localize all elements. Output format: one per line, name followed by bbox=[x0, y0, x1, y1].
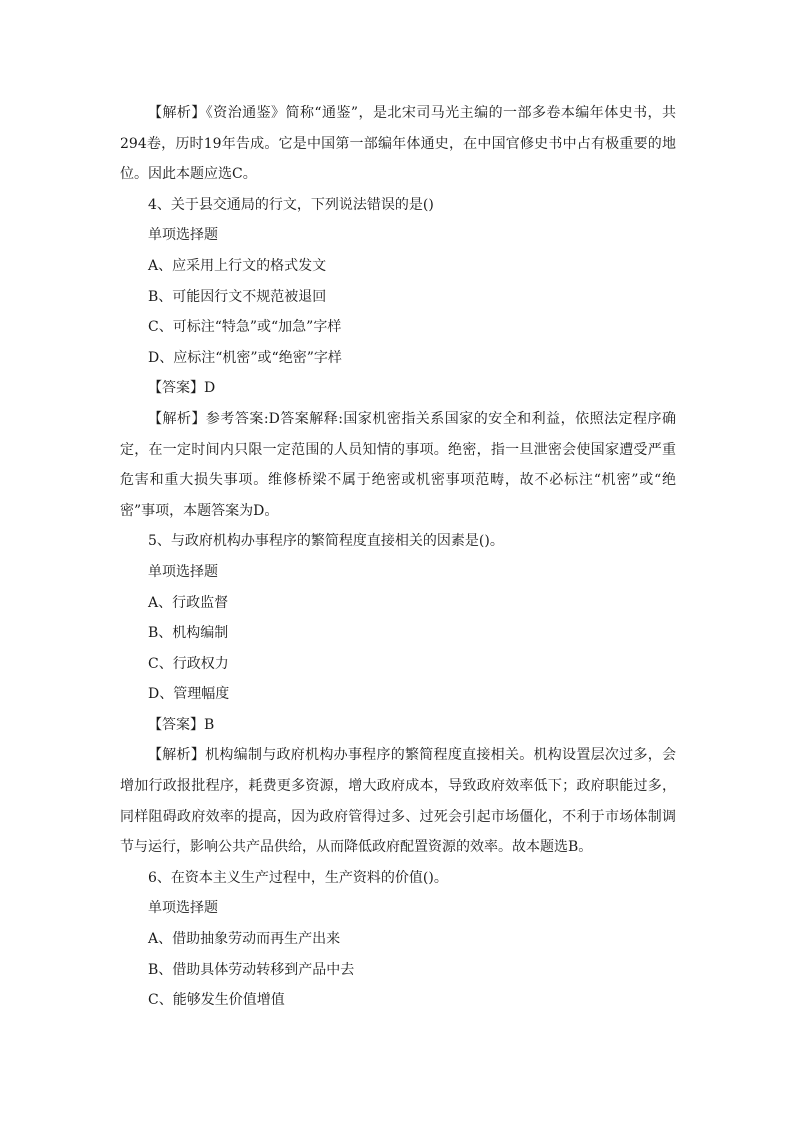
q5-stem: 5、与政府机构办事程序的繁简程度直接相关的因素是()。 bbox=[148, 533, 504, 550]
q4-option-b: B、可能因行文不规范被退回 bbox=[148, 288, 327, 305]
q4-stem: 4、关于县交通局的行文，下列说法错误的是() bbox=[148, 196, 434, 213]
q5-analysis: 【解析】机构编制与政府机构办事程序的繁简程度直接相关。机构设置层次过多，会增加行政报批程序，耗费更多资源，增大政府成本，导致政府效率低下；政府职能过多，同样阻碍政府效率的提高，因为政府管得过多、过死会引起市场僵化，不利于市场体制调节与运行，影响公共产品供给，从而降低政府配置资源的效率。故本题选B。 bbox=[120, 747, 676, 856]
q4-analysis: 【解析】参考答案:D答案解释:国家机密指关系国家的安全和利益，依照法定程序确定，在一定时间内只限一定范围的人员知情的事项。绝密，指一旦泄密会使国家遭受严重危害和重大损失事项。维修桥梁不属于绝密或机密事项范畴，故不必标注“机密”或“绝密”事项，本题答案为D。 bbox=[120, 410, 676, 519]
q5-type: 单项选择题 bbox=[148, 563, 218, 580]
q6-option-c: C、能够发生价值增值 bbox=[148, 992, 285, 1009]
q5-option-b: B、机构编制 bbox=[148, 625, 229, 642]
q6-type: 单项选择题 bbox=[148, 900, 218, 917]
q6-option-b: B、借助具体劳动转移到产品中去 bbox=[148, 961, 355, 978]
q6-option-a: A、借助抽象劳动而再生产出来 bbox=[148, 931, 341, 948]
q4-option-c: C、可标注“特急”或“加急”字样 bbox=[148, 319, 342, 336]
q4-answer: 【答案】D bbox=[148, 380, 216, 397]
q4-type: 单项选择题 bbox=[148, 227, 218, 244]
q5-option-a: A、行政监督 bbox=[148, 594, 229, 611]
q5-option-c: C、行政权力 bbox=[148, 655, 229, 672]
q4-option-d: D、应标注“机密”或“绝密”字样 bbox=[148, 349, 342, 366]
q6-stem: 6、在资本主义生产过程中，生产资料的价值()。 bbox=[148, 869, 448, 886]
q5-option-d: D、管理幅度 bbox=[148, 686, 230, 703]
q4-option-a: A、应采用上行文的格式发文 bbox=[148, 257, 327, 274]
q5-answer: 【答案】B bbox=[148, 716, 215, 733]
page-content bbox=[120, 98, 676, 1016]
q3-analysis: 【解析】《资治通鉴》简称“通鉴”，是北宋司马光主编的一部多卷本编年体史书，共294卷，历时19年告成。它是中国第一部编年体通史，在中国官修史书中占有极重要的地位。因此本题应选C。 bbox=[120, 105, 676, 183]
